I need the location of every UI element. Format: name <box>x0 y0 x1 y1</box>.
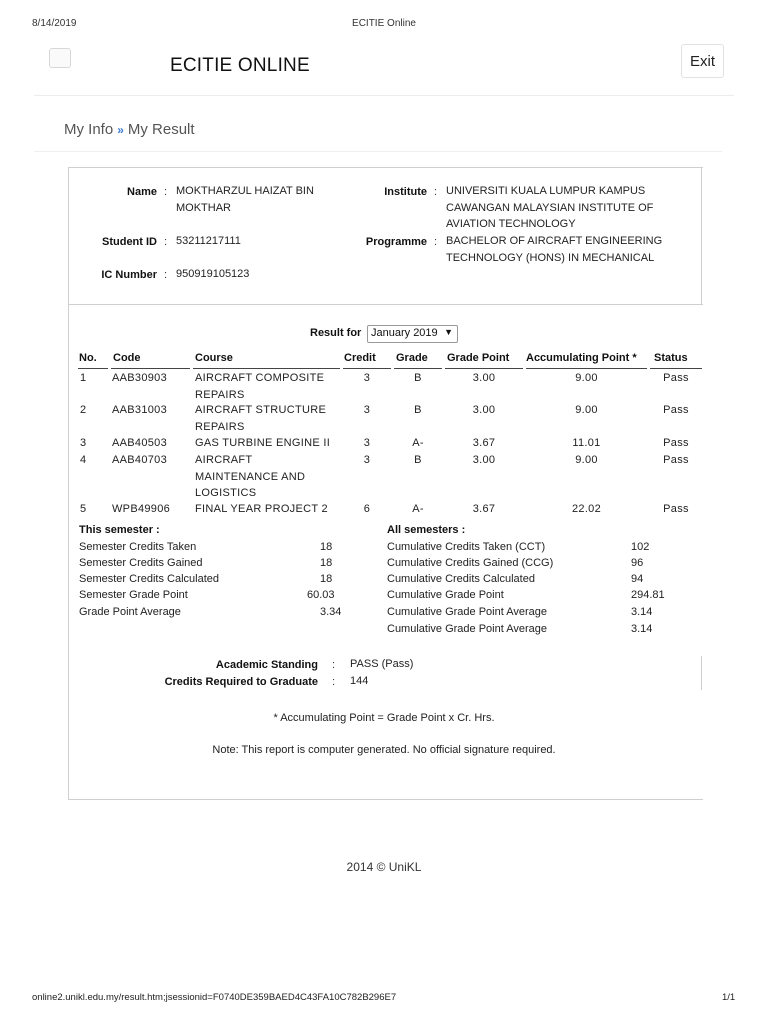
course-line: REPAIRS <box>195 388 245 401</box>
row-accum-point: 9.00 <box>575 404 598 416</box>
programme-value <box>446 233 662 266</box>
row-course <box>195 435 330 452</box>
row-credit: 3 <box>363 372 371 384</box>
summary-label: Semester Credits Calculated <box>79 573 220 585</box>
cumulative-label: Cumulative Grade Point Average <box>387 623 547 635</box>
cumulative-label: Cumulative Credits Taken (CCT) <box>387 541 546 553</box>
row-grade-point: 3.00 <box>472 372 496 384</box>
col-header-grade: Grade <box>396 352 428 364</box>
panel-border <box>701 167 702 305</box>
name-colon: : <box>164 186 168 198</box>
course-line: MAINTENANCE AND <box>195 470 306 483</box>
row-code: AAB40703 <box>112 454 167 466</box>
cumulative-value: 94 <box>631 573 644 585</box>
course-line: AIRCRAFT <box>195 454 253 466</box>
row-accum-point: 9.00 <box>575 372 598 384</box>
breadcrumb-divider <box>34 151 722 152</box>
row-accum-point: 22.02 <box>571 503 602 515</box>
row-code: AAB40503 <box>112 437 167 449</box>
all-semesters-heading: All semesters : <box>387 524 466 536</box>
academic-standing-label: Academic Standing <box>215 659 318 671</box>
ic-number-value: 950919105123 <box>176 268 250 280</box>
course-line: AIRCRAFT STRUCTURE <box>195 404 327 416</box>
col-header-no: No. <box>79 352 97 364</box>
print-date: 8/14/2019 <box>32 18 77 29</box>
header-underline <box>526 368 647 369</box>
row-status: Pass <box>663 372 689 384</box>
academic-standing-value: PASS (Pass) <box>350 658 414 670</box>
cumulative-label: Cumulative Credits Calculated <box>387 573 535 585</box>
student-id-label: Student ID <box>102 236 157 248</box>
course-line: FINAL YEAR PROJECT 2 <box>195 503 328 515</box>
row-grade-point: 3.67 <box>472 437 496 449</box>
credits-required-label: Credits Required to Graduate <box>164 676 318 688</box>
summary-label: Semester Credits Gained <box>79 557 203 569</box>
header-underline <box>111 368 190 369</box>
row-no: 2 <box>80 404 87 416</box>
name-line: MOKTHARZUL HAIZAT BIN <box>176 185 314 197</box>
institute-line: CAWANGAN MALAYSIAN INSTITUTE OF <box>446 201 654 214</box>
programme-colon: : <box>434 236 438 248</box>
header-underline <box>78 368 108 369</box>
row-credit: 3 <box>363 404 371 416</box>
header-underline <box>394 368 442 369</box>
row-no: 1 <box>80 372 87 384</box>
institute-line: AVIATION TECHNOLOGY <box>446 218 576 230</box>
header-underline <box>445 368 523 369</box>
row-grade: B <box>414 454 422 466</box>
row-code: WPB49906 <box>112 503 171 515</box>
cumulative-value: 3.14 <box>631 606 653 618</box>
course-line: AIRCRAFT COMPOSITE <box>195 372 325 384</box>
cumulative-value: 3.14 <box>631 623 653 635</box>
credits-required-value: 144 <box>350 675 369 687</box>
summary-value: 18 <box>320 573 333 585</box>
col-header-accumulating-point: Accumulating Point * <box>526 352 637 364</box>
ic-number-colon: : <box>164 269 168 281</box>
header-underline <box>343 368 391 369</box>
summary-value: 60.03 <box>307 589 335 601</box>
header-underline <box>650 368 702 369</box>
semester-select-value: January 2019 <box>371 327 438 339</box>
summary-label: Grade Point Average <box>79 606 181 618</box>
row-status: Pass <box>663 404 689 416</box>
credits-required-colon: : <box>332 676 336 688</box>
row-course <box>195 452 305 502</box>
row-accum-point: 11.01 <box>572 437 601 449</box>
row-code: AAB30903 <box>112 372 167 384</box>
cumulative-label: Cumulative Grade Point Average <box>387 606 547 618</box>
cumulative-value: 294.81 <box>631 589 665 601</box>
breadcrumb-separator-icon: » <box>117 123 124 137</box>
header-underline <box>193 368 340 369</box>
col-header-course: Course <box>195 352 233 364</box>
cumulative-value: 96 <box>631 557 644 569</box>
semester-select[interactable] <box>367 325 458 343</box>
row-status: Pass <box>663 503 689 515</box>
institute-value <box>446 183 653 233</box>
breadcrumb-my-result[interactable]: My Result <box>127 121 195 138</box>
institute-label: Institute <box>384 186 427 198</box>
academic-standing-colon: : <box>332 659 336 671</box>
row-code: AAB31003 <box>112 404 167 416</box>
row-grade: B <box>414 372 422 384</box>
row-grade: A- <box>412 437 424 449</box>
summary-label: Semester Credits Taken <box>79 541 197 553</box>
computer-generated-note: Note: This report is computer generated. No official signature required. <box>212 744 556 756</box>
programme-label: Programme <box>365 236 427 248</box>
row-credit: 3 <box>363 437 371 449</box>
row-course <box>195 370 324 403</box>
cumulative-label: Cumulative Grade Point <box>387 589 504 601</box>
name-label: Name <box>127 186 157 198</box>
row-grade-point: 3.00 <box>472 404 496 416</box>
row-course <box>195 501 328 518</box>
row-grade-point: 3.00 <box>472 454 496 466</box>
col-header-status: Status <box>654 352 688 364</box>
exit-button[interactable]: Exit <box>681 44 724 78</box>
col-header-grade-point: Grade Point <box>447 352 510 364</box>
this-semester-heading: This semester : <box>79 524 160 536</box>
print-page-number: 1/1 <box>722 992 736 1003</box>
row-grade-point: 3.67 <box>472 503 496 515</box>
row-credit: 6 <box>363 503 371 515</box>
ic-number-label: IC Number <box>101 269 157 281</box>
row-course <box>195 402 326 435</box>
col-header-code: Code <box>113 352 141 364</box>
summary-value: 3.34 <box>320 606 342 618</box>
name-line: MOKTHAR <box>176 201 231 214</box>
institute-colon: : <box>434 186 438 198</box>
row-credit: 3 <box>363 454 371 466</box>
logo-icon <box>49 48 71 68</box>
app-title: ECITIE ONLINE <box>170 55 310 76</box>
summary-value: 18 <box>320 541 333 553</box>
course-line: GAS TURBINE ENGINE II <box>195 437 331 449</box>
cumulative-label: Cumulative Credits Gained (CCG) <box>387 557 554 569</box>
row-accum-point: 9.00 <box>575 454 598 466</box>
programme-line: BACHELOR OF AIRCRAFT ENGINEERING <box>446 235 663 247</box>
summary-label: Semester Grade Point <box>79 589 188 601</box>
course-line: LOGISTICS <box>195 487 257 499</box>
row-status: Pass <box>663 454 689 466</box>
summary-value: 18 <box>320 557 333 569</box>
row-no: 3 <box>80 437 87 449</box>
header-divider <box>34 95 734 96</box>
breadcrumb-my-info[interactable]: My Info <box>64 121 114 138</box>
breadcrumb <box>64 121 195 138</box>
copyright: 2014 © UniKL <box>346 860 422 874</box>
result-for-label: Result for <box>310 327 362 339</box>
cumulative-value: 102 <box>631 541 650 553</box>
name-value <box>176 183 314 216</box>
row-grade: B <box>414 404 422 416</box>
student-id-colon: : <box>164 236 168 248</box>
row-grade: A- <box>412 503 424 515</box>
accumulating-point-note: * Accumulating Point = Grade Point x Cr. Hrs. <box>273 712 495 724</box>
row-no: 5 <box>80 503 87 515</box>
programme-line: TECHNOLOGY (HONS) IN MECHANICAL <box>446 251 655 264</box>
dropdown-arrow-icon: ▼ <box>444 327 453 337</box>
standing-border <box>701 656 702 690</box>
col-header-credit: Credit <box>344 352 376 364</box>
student-id-value: 53211217111 <box>176 235 241 247</box>
course-line: REPAIRS <box>195 420 245 433</box>
row-no: 4 <box>80 454 87 466</box>
print-title: ECITIE Online <box>352 18 416 29</box>
row-status: Pass <box>663 437 689 449</box>
institute-line: UNIVERSITI KUALA LUMPUR KAMPUS <box>446 185 646 197</box>
panel-divider <box>68 304 703 305</box>
print-url: online2.unikl.edu.my/result.htm;jsessionid=F0740DE359BAED4C43FA10C782B296E7 <box>32 992 397 1003</box>
